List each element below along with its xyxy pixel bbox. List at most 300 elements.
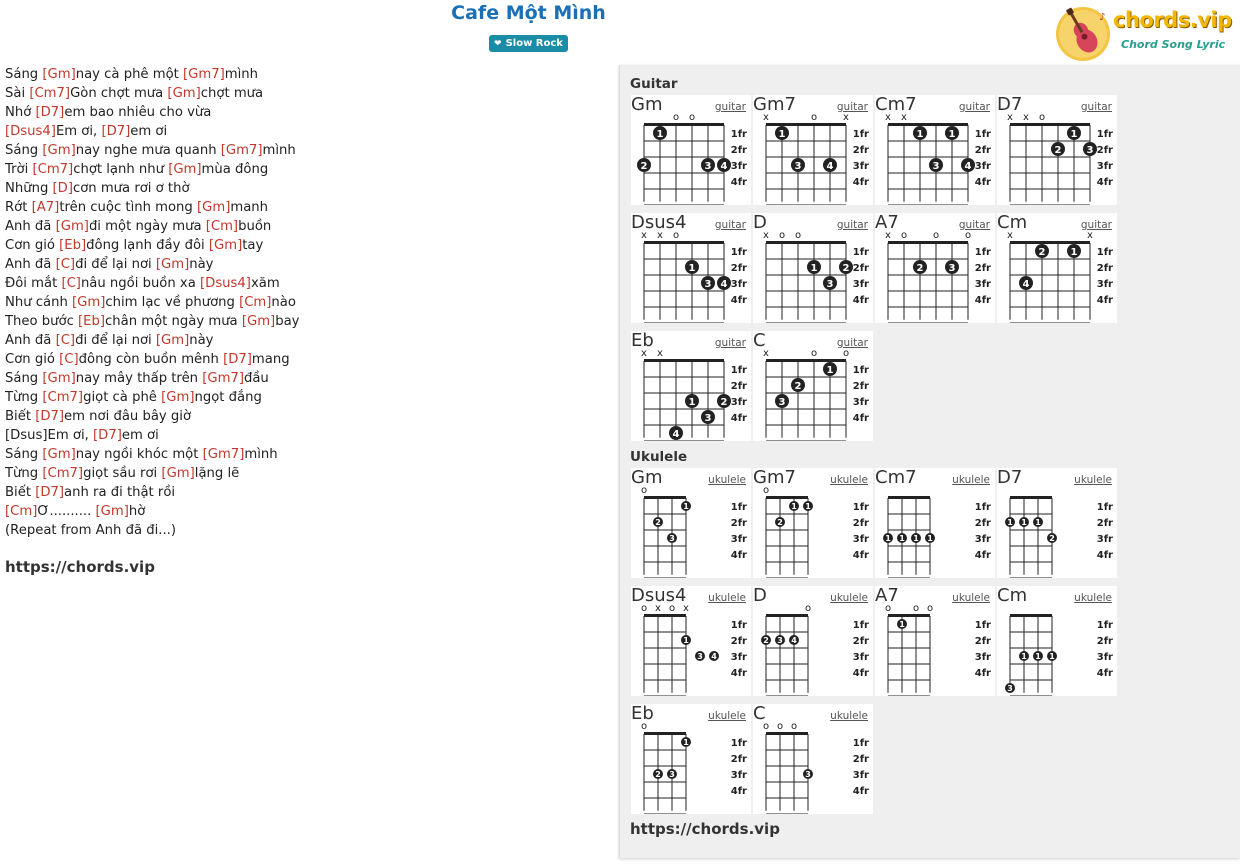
finger-dot [685,260,699,274]
fret-label: 1fr [1096,247,1113,258]
guitar-section-label: Guitar [630,76,678,92]
chord-card-dsus4[interactable] [631,213,751,323]
fret-label: 3fr [852,161,869,172]
finger-dot [637,158,651,172]
fret-label: 2fr [974,263,991,274]
chord-card-a7[interactable] [875,586,995,696]
open-string-marker: o [790,721,798,732]
svg-text:1: 1 [1035,652,1041,661]
lyric-text: em ơi [130,124,168,139]
lyrics-block [5,65,299,540]
chord-tag[interactable]: [Gm] [42,143,76,158]
finger-dot [789,635,799,645]
svg-text:3: 3 [932,161,940,172]
lyric-text: Từng [5,390,43,405]
fret-label: 1fr [852,365,869,376]
fret-label: 1fr [730,247,747,258]
lyric-text: Đôi mắt [5,276,62,291]
chord-tag[interactable]: [A7] [31,200,60,215]
lyric-text: [Dsus]Em ơi, [5,428,94,443]
svg-text:4: 4 [720,279,728,290]
fret-label: 2fr [852,754,869,765]
finger-dot [701,276,715,290]
muted-string-marker: x [657,230,663,241]
finger-dot [925,533,935,543]
svg-text:3: 3 [778,397,786,408]
finger-dot [717,158,731,172]
instrument-link[interactable]: ukulele [952,592,990,604]
finger-dot [883,533,893,543]
lyric-text: Theo bước [5,314,79,329]
finger-dot [775,126,789,140]
finger-dot [653,517,663,527]
open-string-marker: o [804,603,812,614]
lyric-text: Sáng [5,143,43,158]
svg-text:1: 1 [805,502,811,511]
svg-text:1: 1 [688,397,696,408]
open-string-marker: o [672,230,680,241]
chord-diagram [753,331,873,441]
finger-dot [1033,517,1043,527]
chord-card-d[interactable] [753,586,873,696]
open-string-marker: o [842,348,850,359]
lyric-line [5,103,299,122]
chord-tag[interactable]: [Gm] [155,257,190,272]
lyric-text: nào [271,295,296,310]
chord-card-c[interactable] [753,331,873,441]
chord-diagram [631,704,751,814]
finger-dot [1083,142,1097,156]
lyric-text: lặng lẽ [194,466,240,481]
fret-label: 3fr [852,652,869,663]
chord-tag[interactable]: [D7] [35,105,65,120]
fret-label: 3fr [730,534,747,545]
chord-card-gm[interactable] [631,468,751,578]
lyric-text: Biết [5,485,36,500]
lyric-line [5,236,299,255]
svg-text:1: 1 [826,365,834,376]
chord-card-c[interactable] [753,704,873,814]
fret-label: 1fr [852,502,869,513]
instrument-link[interactable]: ukulele [708,710,746,722]
chord-card-d7[interactable] [997,95,1117,205]
lyric-text: bay [275,314,300,329]
svg-text:3: 3 [777,636,783,645]
lyric-text: cơn mưa rơi ơ thờ [72,181,190,196]
chord-tag[interactable]: [Gm] [72,295,106,310]
lyric-line [5,217,299,236]
finger-dot [929,158,943,172]
finger-dot [653,769,663,779]
lyric-text: chim lạc về phương [105,295,240,310]
lyric-text: Ơ.......... [37,504,96,519]
fret-label: 1fr [730,502,747,513]
lyric-text: Anh đã [5,257,56,272]
chord-name: C [753,330,766,351]
instrument-link[interactable]: ukulele [708,592,746,604]
chord-tag[interactable]: [Cm] [5,504,38,519]
chord-tag[interactable]: [Gm] [42,447,76,462]
lyric-line [5,521,299,540]
finger-dot [945,260,959,274]
fret-label: 3fr [852,534,869,545]
svg-text:1: 1 [810,263,818,274]
muted-string-marker: x [763,230,769,241]
chord-tag[interactable]: [Gm] [155,333,190,348]
fret-label: 2fr [730,381,747,392]
fret-label: 4fr [730,177,747,188]
chord-diagram [997,586,1117,696]
svg-text:4: 4 [1022,279,1030,290]
fret-label: 1fr [730,129,747,140]
lyric-line [5,65,299,84]
fret-label: 4fr [974,550,991,561]
open-string-marker: o [778,230,786,241]
fret-label: 2fr [852,636,869,647]
lyric-text: em ơi [121,428,159,443]
instrument-link[interactable]: guitar [958,219,990,231]
chord-card-d7[interactable] [997,468,1117,578]
chord-tag[interactable]: [Gm] [42,371,76,386]
logo-subtext: Chord Song Lyric [1121,38,1226,51]
open-string-marker: o [912,603,920,614]
svg-text:1: 1 [683,502,689,511]
lyric-line [5,122,299,141]
lyric-text: mình [262,143,296,158]
svg-text:1: 1 [1070,247,1078,258]
chord-diagram [753,468,873,578]
chord-diagram [631,468,751,578]
chord-tag[interactable]: [Gm] [196,200,231,215]
muted-string-marker: x [683,603,689,614]
chord-tag[interactable]: [Gm] [95,504,129,519]
chord-tag[interactable]: [Dsus4] [200,276,251,291]
svg-text:4: 4 [791,636,797,645]
instrument-link[interactable]: ukulele [952,474,990,486]
fret-label: 2fr [730,263,747,274]
chord-tag[interactable]: [Gm7] [202,447,245,462]
chord-tag[interactable]: [Cm7] [42,466,84,481]
heartbeat-icon: ❤ [494,38,502,49]
fret-label: 1fr [1096,129,1113,140]
chord-tag[interactable]: [Gm] [167,86,201,101]
chord-tag[interactable]: [Eb] [78,314,106,329]
chord-tag[interactable]: [Gm] [168,162,202,177]
fret-label: 1fr [730,365,747,376]
chord-tag[interactable]: [Gm7] [220,143,263,158]
fret-label: 1fr [852,620,869,631]
fret-label: 2fr [1096,636,1113,647]
instrument-link[interactable]: guitar [714,337,746,349]
chord-tag[interactable]: [D7] [35,485,65,500]
muted-string-marker: x [763,112,769,123]
lyric-line [5,369,299,388]
svg-text:3: 3 [669,770,675,779]
fret-label: 1fr [852,129,869,140]
chord-tag[interactable]: [D] [52,181,73,196]
svg-text:1: 1 [1049,652,1055,661]
svg-text:1: 1 [1021,518,1027,527]
instrument-link[interactable]: guitar [1080,101,1112,113]
chord-tag[interactable]: [C] [55,257,76,272]
finger-dot [695,651,705,661]
open-string-marker: o [884,603,892,614]
finger-dot [803,769,813,779]
finger-dot [1005,683,1015,693]
chord-diagram [631,331,751,441]
fret-label: 2fr [852,518,869,529]
instrument-link[interactable]: ukulele [1074,474,1112,486]
svg-text:3: 3 [669,534,675,543]
chord-tag[interactable]: [D7] [101,124,131,139]
fret-label: 1fr [852,738,869,749]
fret-label: 3fr [852,279,869,290]
instrument-link[interactable]: guitar [836,101,868,113]
chord-tag[interactable]: [Gm] [241,314,276,329]
panel-url[interactable]: https://chords.vip [630,820,780,838]
svg-text:1: 1 [683,636,689,645]
lyric-text: đi để lại nơi [75,257,156,272]
svg-text:1: 1 [916,129,924,140]
chord-name: Cm7 [875,94,917,115]
chord-diagram [997,95,1117,205]
finger-dot [701,158,715,172]
instrument-link[interactable]: ukulele [830,474,868,486]
chord-tag[interactable]: [Gm7] [183,67,225,82]
chord-name: Cm [997,212,1028,233]
svg-text:2: 2 [1054,145,1062,156]
finger-dot [709,651,719,661]
lyric-text: giọt cà phê [83,390,162,405]
svg-text:1: 1 [913,534,919,543]
chord-tag[interactable]: [D7] [35,409,65,424]
fret-label: 2fr [974,636,991,647]
open-string-marker: o [640,485,648,496]
fret-label: 1fr [730,738,747,749]
svg-text:1: 1 [778,129,786,140]
finger-dot [897,533,907,543]
chord-card-gm[interactable] [631,95,751,205]
fret-label: 2fr [852,381,869,392]
fret-label: 3fr [974,161,991,172]
finger-dot [913,260,927,274]
lyric-line [5,331,299,350]
svg-text:4: 4 [711,652,717,661]
chord-tag[interactable]: [Gm] [161,466,195,481]
site-logo[interactable] [1055,4,1235,62]
chord-tag[interactable]: [Gm] [42,67,76,82]
finger-dot [681,737,691,747]
chord-card-gm7[interactable] [753,468,873,578]
lyric-line [5,350,299,369]
lyric-text: mùa đông [201,162,269,177]
chord-tag[interactable]: [Cm7] [42,390,84,405]
fret-label: 4fr [852,177,869,188]
svg-text:1: 1 [791,502,797,511]
instrument-link[interactable]: guitar [958,101,990,113]
muted-string-marker: x [885,230,891,241]
chord-name: A7 [875,212,899,233]
finger-dot [961,158,975,172]
instrument-link[interactable]: guitar [836,337,868,349]
chord-name: Cm7 [875,467,917,488]
finger-dot [791,378,805,392]
fret-label: 1fr [730,620,747,631]
lyric-text: ngọt đắng [194,390,262,405]
finger-dot [1067,126,1081,140]
fret-label: 3fr [730,770,747,781]
svg-text:1: 1 [1035,518,1041,527]
open-string-marker: o [810,112,818,123]
lyric-line [5,312,299,331]
finger-dot [667,769,677,779]
lyric-text: đi để lại nơi [75,333,156,348]
chord-tag[interactable]: [Cm] [205,219,239,234]
chord-card-eb[interactable] [631,704,751,814]
chord-card-a7[interactable] [875,213,995,323]
chord-diagram [753,586,873,696]
lyric-text: Sài [5,86,30,101]
fret-label: 2fr [730,518,747,529]
chord-card-cm7[interactable] [875,468,995,578]
chord-card-d[interactable] [753,213,873,323]
finger-dot [775,635,785,645]
chord-tag[interactable]: [C] [61,276,81,291]
chord-tag[interactable]: [Eb] [59,238,87,253]
lyric-line [5,483,299,502]
svg-text:2: 2 [720,397,728,408]
lyric-text: Em ơi, [55,124,102,139]
chord-tag[interactable]: [Gm] [55,219,89,234]
fret-label: 1fr [1096,620,1113,631]
lyric-text: (Repeat from Anh đã đi...) [5,523,176,538]
lyric-line [5,388,299,407]
fret-label: 3fr [974,652,991,663]
fret-label: 4fr [852,413,869,424]
chord-diagram [875,95,995,205]
finger-dot [911,533,921,543]
instrument-link[interactable]: ukulele [830,710,868,722]
finger-dot [945,126,959,140]
finger-dot [823,276,837,290]
chord-diagram [631,586,751,696]
instrument-link[interactable]: ukulele [708,474,746,486]
fret-label: 2fr [974,518,991,529]
fret-label: 3fr [1096,279,1113,290]
genre-badge[interactable] [489,35,568,52]
finger-dot [1019,517,1029,527]
chord-name: A7 [875,585,899,606]
instrument-link[interactable]: guitar [714,101,746,113]
svg-text:2: 2 [655,518,661,527]
lyric-text: trên cuộc tình mong [59,200,197,215]
chord-card-cm[interactable] [997,586,1117,696]
open-string-marker: o [932,230,940,241]
open-string-marker: o [776,721,784,732]
svg-text:1: 1 [927,534,933,543]
fret-label: 4fr [852,786,869,797]
fret-label: 4fr [1096,177,1113,188]
genre-label: Slow Rock [505,38,563,49]
svg-text:4: 4 [672,429,680,440]
instrument-link[interactable]: guitar [836,219,868,231]
lyric-text: Gòn chợt mưa [70,86,168,101]
chord-tag[interactable]: [D7] [93,428,122,443]
chord-name: Gm7 [753,94,796,115]
svg-text:2: 2 [777,518,783,527]
chord-card-dsus4[interactable] [631,586,751,696]
logo-text: chords.vip [1113,8,1232,32]
lyric-text: Anh đã [5,333,56,348]
open-string-marker: o [810,348,818,359]
instrument-link[interactable]: guitar [1080,219,1112,231]
lyric-text: anh ra đi thật rồi [64,485,176,500]
svg-text:2: 2 [794,381,802,392]
chord-name: Eb [631,703,654,724]
instrument-link[interactable]: guitar [714,219,746,231]
lyric-line [5,426,299,445]
chord-card-eb[interactable] [631,331,751,441]
fret-label: 4fr [1096,668,1113,679]
chord-tag[interactable]: [C] [59,352,79,367]
chord-tag[interactable]: [Cm7] [29,86,71,101]
chord-name: Gm7 [753,467,796,488]
lyric-text: Rớt [5,200,32,215]
chord-card-cm[interactable] [997,213,1117,323]
fret-label: 4fr [1096,295,1113,306]
instrument-link[interactable]: ukulele [830,592,868,604]
chord-tag[interactable]: [Cm] [239,295,272,310]
fret-label: 2fr [1096,518,1113,529]
lyric-text: Từng [5,466,43,481]
chord-name: C [753,703,766,724]
lyric-text: đông còn buồn mênh [78,352,224,367]
chord-tag[interactable]: [Cm7] [32,162,74,177]
lyric-line [5,502,299,521]
svg-text:3: 3 [697,652,703,661]
lyric-text: nay mây thấp trên [75,371,203,386]
chord-tag[interactable]: [Gm7] [202,371,244,386]
chord-tag[interactable]: [Gm] [161,390,195,405]
finger-dot [807,260,821,274]
chord-tag[interactable]: [C] [55,333,76,348]
finger-dot [789,501,799,511]
svg-text:2: 2 [842,263,850,274]
muted-string-marker: x [763,348,769,359]
instrument-link[interactable]: ukulele [1074,592,1112,604]
chord-tag[interactable]: [Dsus4] [5,124,56,139]
guitar-icon [1055,4,1113,62]
chord-card-gm7[interactable] [753,95,873,205]
finger-dot [669,426,683,440]
chord-card-cm7[interactable] [875,95,995,205]
svg-text:3: 3 [704,279,712,290]
open-string-marker: o [640,603,648,614]
lyrics-url[interactable]: https://chords.vip [5,558,155,576]
chord-tag[interactable]: [Gm] [208,238,243,253]
chord-tag[interactable]: [D7] [223,352,252,367]
fret-label: 1fr [974,129,991,140]
lyric-text: chợt lạnh như [73,162,169,177]
finger-dot [1047,533,1057,543]
svg-text:1: 1 [899,534,905,543]
ukulele-section-label: Ukulele [630,449,688,465]
svg-text:3: 3 [794,161,802,172]
finger-dot [1005,517,1015,527]
lyric-text: nay cà phê một [75,67,184,82]
lyric-text: đông lạnh đầy đôi [86,238,209,253]
lyric-text: Sáng [5,67,43,82]
